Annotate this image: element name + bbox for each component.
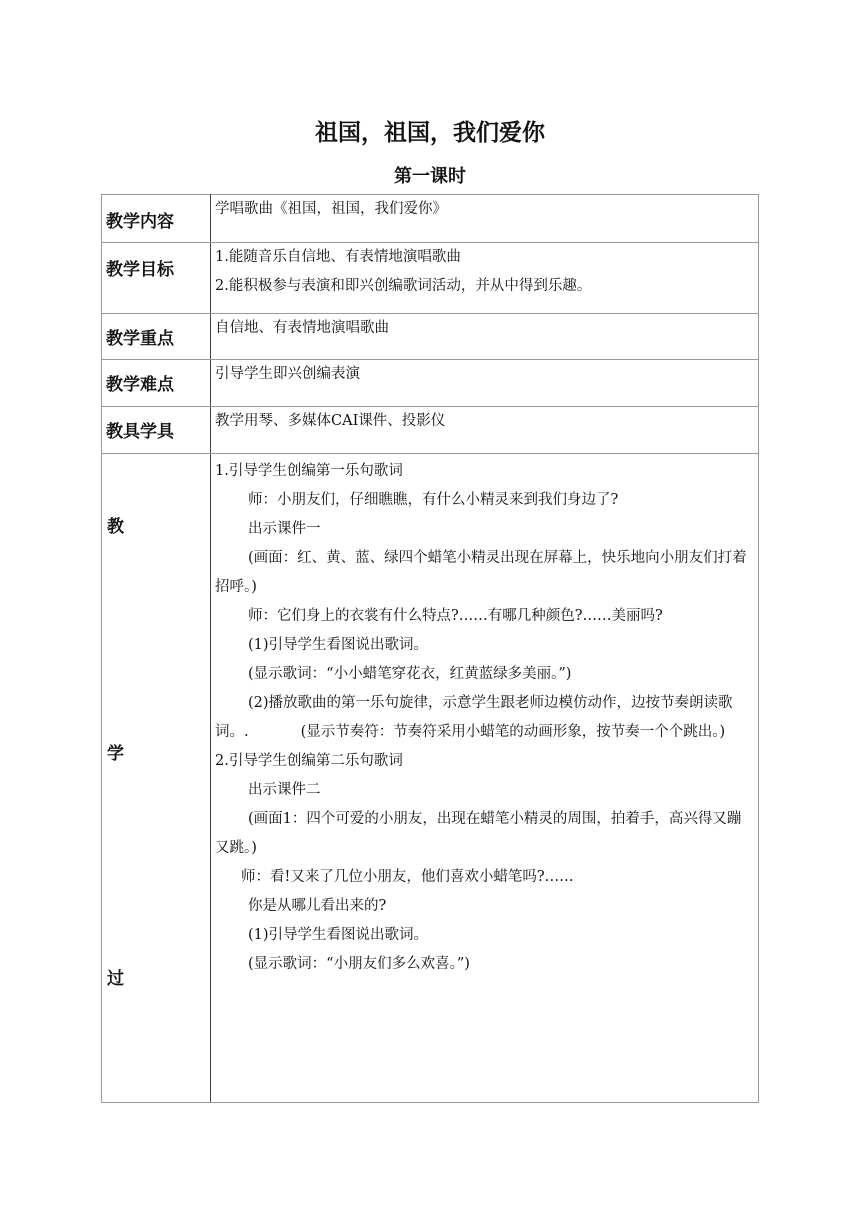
content-line: (2)播放歌曲的第一乐句旋律，示意学生跟老师边模仿动作，边按节奏朗读歌词。. (显示节奏符：节奏符采用小蜡笔的动画形象，按节奏一个个跳出。) [215, 695, 733, 740]
content-line: (显示歌词：“小朋友们多么欢喜。”) [248, 956, 470, 972]
content-line: (画面1：四个可爱的小朋友，出现在蜡笔小精灵的周围，拍着手，高兴得又蹦又跳。) [215, 811, 742, 856]
row-label: 教学重点 [102, 314, 211, 360]
row-label: 教具学具 [102, 407, 211, 454]
content-line: 教学用琴、多媒体CAI课件、投影仪 [215, 413, 446, 429]
content-line: 师：小朋友们，仔细瞧瞧，有什么小精灵来到我们身边了? [248, 492, 619, 508]
process-label [102, 454, 211, 1103]
content-line: 2.引导学生创编第二乐句歌词 [215, 753, 403, 769]
content-line: 你是从哪儿看出来的? [248, 898, 387, 914]
content-line: (1)引导学生看图说出歌词。 [248, 637, 429, 653]
content-line: 出示课件二 [248, 782, 321, 798]
row-content [211, 243, 759, 314]
row-label: 教学内容 [102, 195, 211, 243]
row-label: 教学难点 [102, 360, 211, 407]
content-line: 1.引导学生创编第一乐句歌词 [215, 463, 403, 479]
process-label-char: 学 [107, 744, 124, 764]
content-line: 自信地、有表情地演唱歌曲 [215, 320, 389, 336]
content-line: (1)引导学生看图说出歌词。 [248, 927, 429, 943]
table-row [102, 314, 759, 360]
row-content [211, 407, 759, 454]
content-line: 引导学生即兴创编表演 [215, 366, 360, 382]
content-line: (显示歌词：“小小蜡笔穿花衣，红黄蓝绿多美丽。”) [248, 666, 572, 682]
content-line: 学唱歌曲《祖国，祖国，我们爱你》 [215, 201, 447, 217]
row-label: 教学目标 [102, 243, 211, 314]
content-line: (画面：红、黄、蓝、绿四个蜡笔小精灵出现在屏幕上，快乐地向小朋友们打着招呼。) [215, 550, 747, 595]
row-content [211, 360, 759, 407]
content-line: 1.能随音乐自信地、有表情地演唱歌曲 [215, 249, 461, 265]
process-label-char: 教 [107, 517, 124, 537]
content-line: 师：它们身上的衣裳有什么特点?……有哪几种颜色?……美丽吗? [248, 608, 663, 624]
table-row [102, 407, 759, 454]
row-content [211, 314, 759, 360]
lesson-plan-table [101, 194, 759, 1103]
table-row [102, 360, 759, 407]
document-title: 祖国，祖国，我们爱你 [315, 120, 545, 146]
row-content [211, 195, 759, 243]
table-row [102, 195, 759, 243]
content-line: 2.能积极参与表演和即兴创编歌词活动，并从中得到乐趣。 [215, 278, 592, 294]
content-line: 出示课件一 [248, 521, 321, 537]
content-line: 师：看!又来了几位小朋友，他们喜欢小蜡笔吗?…… [241, 869, 574, 885]
table-row-process [102, 454, 759, 1103]
process-content [211, 454, 759, 1103]
process-label-char: 过 [107, 969, 124, 989]
table-row [102, 243, 759, 314]
lesson-subtitle: 第一课时 [394, 166, 466, 187]
